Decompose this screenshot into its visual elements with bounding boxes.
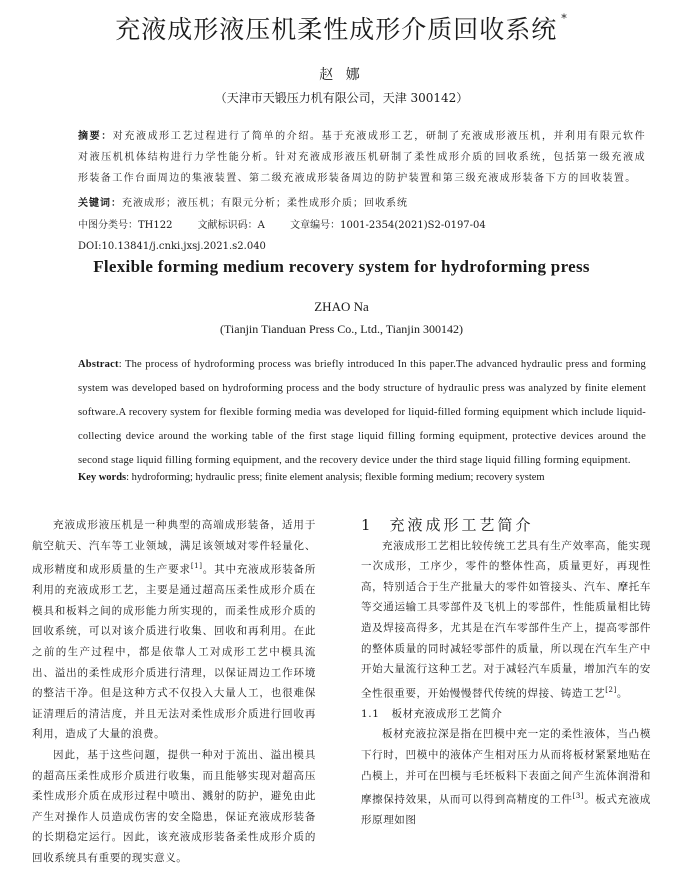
section-heading: 1 充液成形工艺简介 xyxy=(361,516,534,534)
citation: [1] xyxy=(190,562,203,571)
classification-line xyxy=(78,215,646,236)
article-number: 文章编号：1001-2354(2021)S2-0197-04 xyxy=(290,220,486,231)
affiliation-cn: （天津市天锻压力机有限公司，天津 300142） xyxy=(214,91,469,105)
abstract-en-text: : The process of hydroforming process was briefly introduced In this paper.The advanced hydraulic press and forming system was developed based on hydroforming process and the body structure of hydraulic press was analyzed by finite element software.A recovery system for flexible forming media was developed for liquid-filled forming equipment which include liquid-collecting device around the working table of the first stage liquid filling forming equipment, protective devices around the second stage liquid filling forming equipment, and the recovery device under the third stage liquid filling forming equipment. xyxy=(78,359,646,466)
document-code: 文献标识码：A xyxy=(197,220,265,231)
body-right-column xyxy=(361,515,651,831)
citation: [2] xyxy=(605,685,617,694)
keywords-en xyxy=(78,467,646,488)
title-footnote-mark: * xyxy=(561,12,568,25)
abstract-cn xyxy=(78,126,646,189)
author-cn: 赵 娜 xyxy=(319,67,364,83)
abstract-en xyxy=(78,353,646,473)
title-en: Flexible forming medium recovery system for hydroforming press xyxy=(93,257,590,276)
paragraph: 充液成形液压机是一种典型的高端成形装备，适用于航空航天、汽车等工业领域，满足该领域对零件轻量化、成形精度和成形质量的生产要求[1]。其中充液成形装备所利用的充液成形工艺，主要是通过超高压柔性成形介质在模具和板料之间的成形能力所实现的，而柔性成形介质的回收系统，可以对该介质进行收集、回收和再利用。在此之前的生产过程中，都是依靠人工对成形工艺中模具流出、溢出的柔性成形介质进行清理，以保证周边工作环境的整洁干净。但是这种方式不仅投入大量人工，也很难保证清理后的清洁度，并且无法对柔性成形介质进行回收再利用，造成了大量的浪费。 xyxy=(32,519,316,741)
paragraph: 板材充液拉深是指在凹模中充一定的柔性液体，当凸模下行时，凹模中的液体产生相对压力从而将板材紧紧地贴在凸模上，并可在凹模与毛坯板料下表面之间产生流体润滑和摩擦保持效果，从而可以得到高精度的工件[3]。板式充液成形原理如图 xyxy=(361,728,651,827)
keywords-cn-text: 充液成形；液压机；有限元分析；柔性成形介质；回收系统 xyxy=(122,198,408,209)
keywords-cn xyxy=(78,193,646,214)
keywords-en-text: : hydroforming; hydraulic press; finite element analysis; flexible forming medium; recovery system xyxy=(126,472,545,483)
keywords-cn-label: 关键词： xyxy=(78,198,122,209)
doi: DOI:10.13841/j.cnki.jxsj.2021.s2.040 xyxy=(78,241,266,252)
author-en: ZHAO Na xyxy=(314,299,369,314)
title-cn: 充液成形液压机柔性成形介质回收系统 * xyxy=(115,12,568,44)
keywords-en-label: Key words xyxy=(78,472,127,483)
body-left-column xyxy=(32,515,316,869)
abstract-cn-text: 对充液成形工艺过程进行了简单的介绍。基于充液成形工艺，研制了充液成形液压机，并利用有限元软件对液压机机体结构进行力学性能分析。针对充液成形液压机研制了柔性成形介质的回收系统，包括第一级充液成形装备工作台面周边的集液装置、第二级充液成形装备周边的防护装置和第三级充液成形装备下方的回收装置。 xyxy=(78,131,646,184)
citation: [3] xyxy=(572,792,585,801)
paragraph: 充液成形工艺相比较传统工艺具有生产效率高，能实现一次成形，工序少，零件的整体性高，质量更好，再现性高，特别适合于生产批量大的零件如管接头、汽车、摩托车等交通运输工具零部件及飞机上的零部件，性能质量相比铸造及焊接高得多，尤其是在汽车零部件生产上，提高零部件的整体质量的同时减轻零部件的质量，所以现在汽车生产中开始大量流行这种工艺。对于减轻汽车质量，增加汽车的安全性很重要，开始慢慢替代传统的焊接、铸造工艺[2]。 xyxy=(361,539,651,700)
abstract-cn-label: 摘要： xyxy=(78,131,113,142)
abstract-en-label: Abstract xyxy=(78,359,119,370)
clc-number: 中图分类号：TH122 xyxy=(78,220,173,231)
affiliation-en: (Tianjin Tianduan Press Co., Ltd., Tianjin 300142) xyxy=(220,322,463,336)
subsection-heading: 1.1 板材充液成形工艺简介 xyxy=(361,707,503,720)
paragraph: 因此，基于这些问题，提供一种对于流出、溢出模具的超高压柔性成形介质进行收集，而且能够实现对超高压柔性成形介质在成形过程中喷出、溅射的防护，避免由此产生对操作人员造成伤害的安全隐患，保证充液成形装备的长期稳定运行。因此，该充液成形装备柔性成形介质的回收系统具有重要的现实意义。 xyxy=(32,749,316,864)
